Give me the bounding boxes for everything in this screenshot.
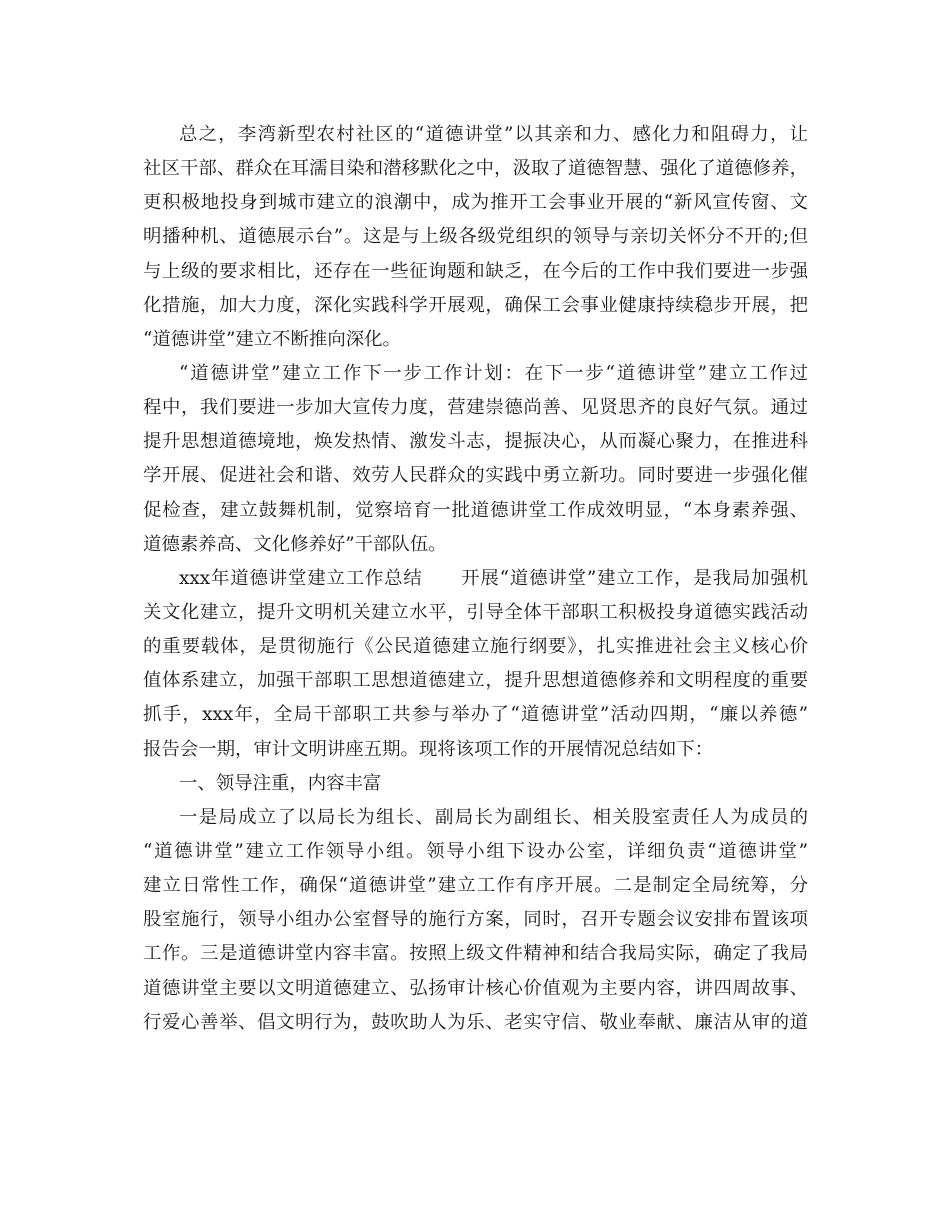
text-line: “道德讲堂”建立不断推向深化。 <box>143 328 401 350</box>
text-line: 的重要载体，是贯彻施行《公民道德建立施行纲要》，扎实推进社会主义核心价 <box>143 636 808 658</box>
text-line: 社区干部、群众在耳濡目染和潜移默化之中，汲取了道德智慧、强化了道德修养， <box>143 158 808 180</box>
text-line: 学开展、促进社会和谐、效劳人民群众的实践中勇立新功。同时要进一步强化催 <box>143 465 808 487</box>
text-line: “道德讲堂”建立工作领导小组。领导小组下设办公室，详细负责“道德讲堂” <box>143 840 808 862</box>
text-line: 明播种机、道德展示台”。这是与上级各级党组织的领导与亲切关怀分不开的;但 <box>143 226 808 248</box>
text-line: 抓手，xxx年，全局干部职工共参与举办了“道德讲堂”活动四期，“廉以养德” <box>143 704 808 726</box>
text-line: 值体系建立，加强干部职工思想道德建立，提升思想道德修养和文明程度的重要 <box>143 670 808 692</box>
text-line: 程中，我们要进一步加大宣传力度，营建崇德尚善、见贤思齐的良好气氛。通过 <box>143 397 808 419</box>
text-line: xxx年道德讲堂建立工作总结 开展“道德讲堂”建立工作，是我局加强机 <box>179 567 808 589</box>
section-heading <box>143 767 808 801</box>
text-line: 关文化建立，提升文明机关建立水平，引导全体干部职工积极投身道德实践活动 <box>143 601 808 623</box>
paragraph <box>143 801 808 1040</box>
text-line: 报告会一期，审计文明讲座五期。现将该项工作的开展情况总结如下： <box>143 738 714 760</box>
text-line: 一是局成立了以局长为组长、副局长为副组长、相关股室责任人为成员的 <box>179 806 808 828</box>
text-line: 化措施，加大力度，深化实践科学开展观，确保工会事业健康持续稳步开展，把 <box>143 294 808 316</box>
text-line: “道德讲堂”建立工作下一步工作计划：在下一步“道德讲堂”建立工作过 <box>179 362 808 384</box>
document-body <box>143 118 808 1040</box>
text-line: 工作。三是道德讲堂内容丰富。按照上级文件精神和结合我局实际，确定了我局 <box>143 943 808 965</box>
text-line: 促检查，建立鼓舞机制，觉察培育一批道德讲堂工作成效明显，“本身素养强、 <box>143 499 808 521</box>
text-line: 一、领导注重，内容丰富 <box>179 772 382 794</box>
text-line: 道德素养高、文化修养好”干部队伍。 <box>143 533 447 555</box>
text-line: 与上级的要求相比，还存在一些征询题和缺乏，在今后的工作中我们要进一步强 <box>143 260 808 282</box>
paragraph <box>143 118 808 357</box>
text-line: 更积极地投身到城市建立的浪潮中，成为推开工会事业开展的“新风宣传窗、文 <box>143 192 808 214</box>
text-line: 道德讲堂主要以文明道德建立、弘扬审计核心价值观为主要内容，讲四周故事、 <box>143 977 808 999</box>
paragraph <box>143 357 808 562</box>
text-line: 股室施行，领导小组办公室督导的施行方案，同时，召开专题会议安排布置该项 <box>143 909 808 931</box>
text-line: 行爱心善举、倡文明行为，鼓吹助人为乐、老实守信、敬业奉献、廉洁从审的道 <box>143 1011 808 1033</box>
text-line: 建立日常性工作，确保“道德讲堂”建立工作有序开展。二是制定全局统筹，分 <box>143 875 808 897</box>
text-line: 总之，李湾新型农村社区的“道德讲堂”以其亲和力、感化力和阻碍力，让 <box>179 124 808 145</box>
text-line: 提升思想道德境地，焕发热情、激发斗志，提振决心，从而凝心聚力，在推进科 <box>143 431 808 453</box>
paragraph <box>143 562 808 767</box>
